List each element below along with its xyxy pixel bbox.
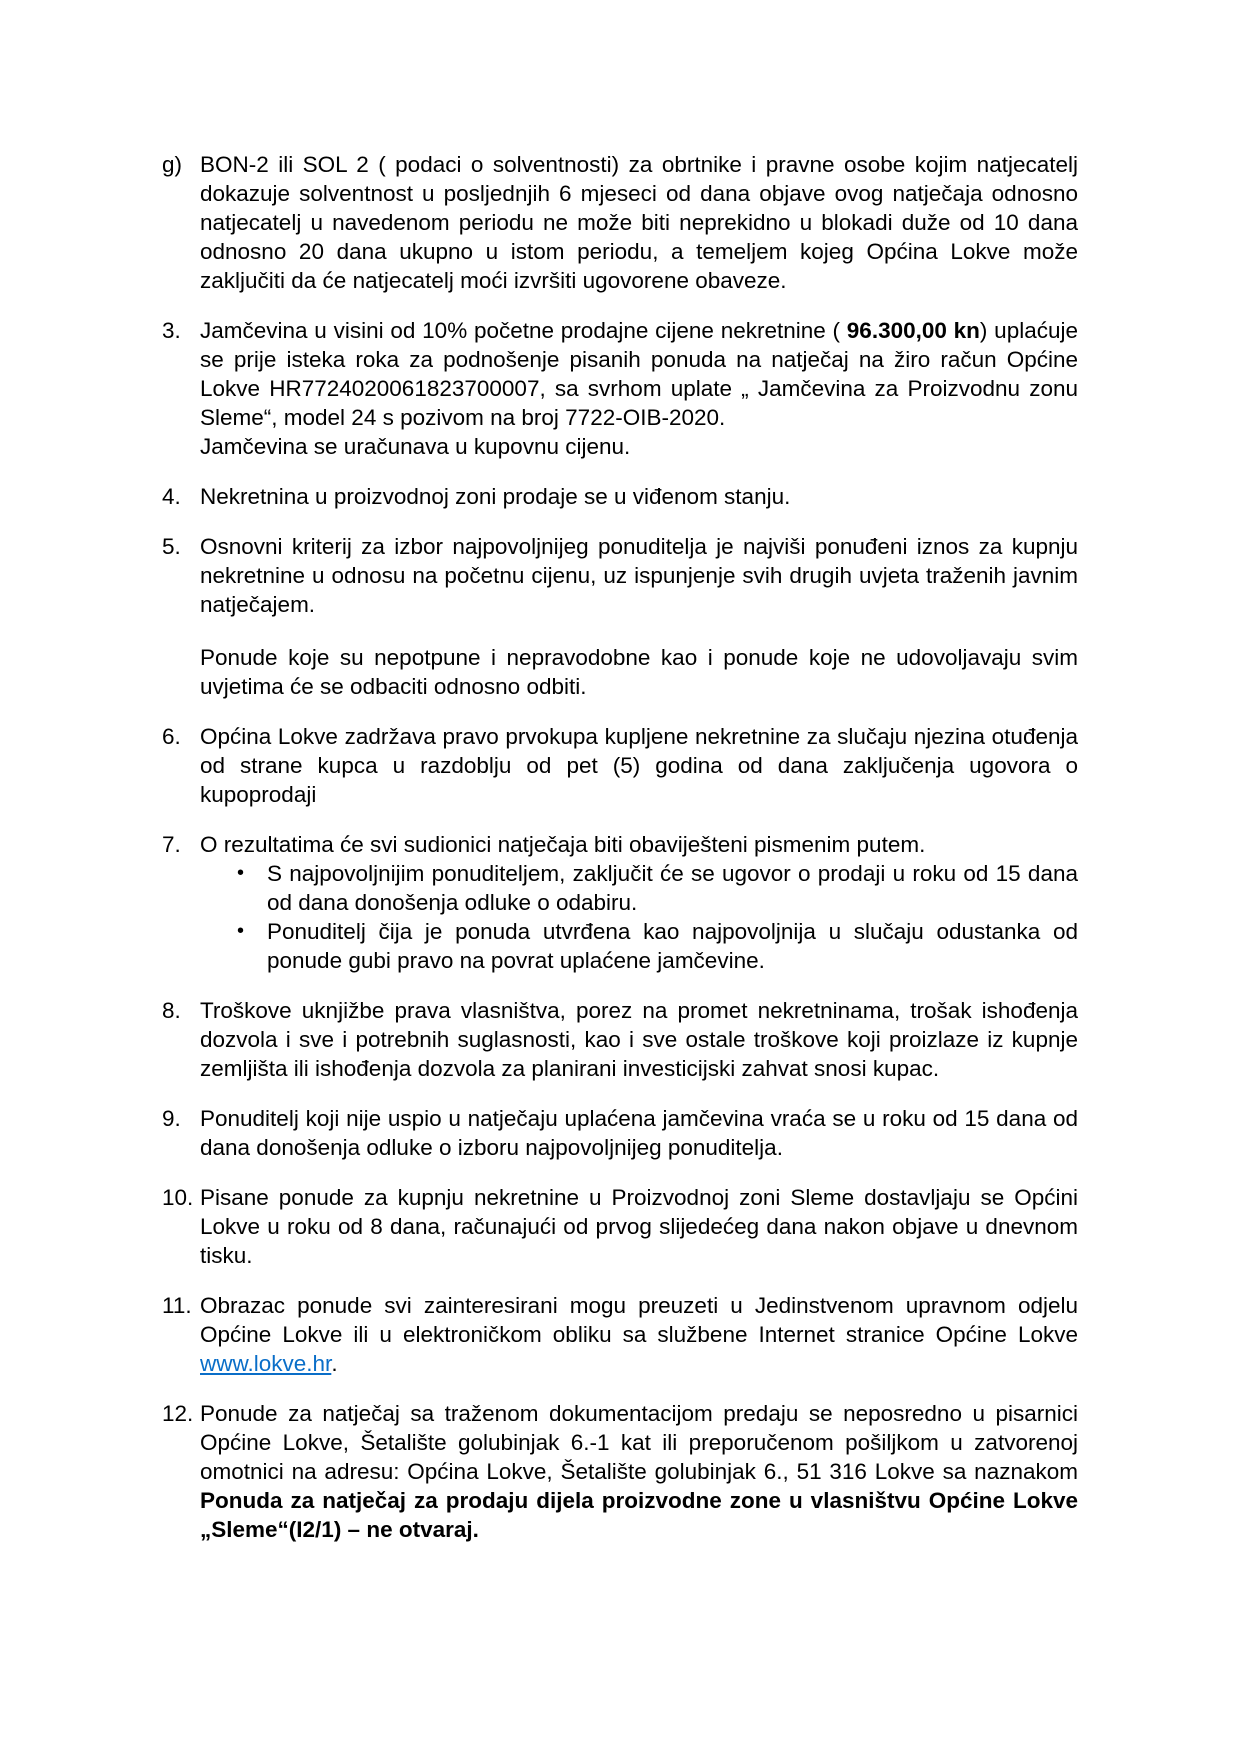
lokve-website-link[interactable]: www.lokve.hr [200, 1351, 332, 1376]
bullet-icon: • [237, 920, 245, 942]
list-item-11 [162, 1291, 1078, 1378]
list-item-marker: 9. [162, 1106, 181, 1131]
item-9-text: Ponuditelj koji nije uspio u natječaju uplaćena jamčevina vraća se u roku od 15 dana od dana donošenja odluke o izboru najpovoljnijeg ponuditelja. [200, 1106, 1078, 1160]
list-item-9 [162, 1104, 1078, 1162]
item-3-text-after-amount: ) uplaćuje se prije isteka roka za podnošenje pisanih ponuda na natječaj na žiro račun Općine Lokve HR7724020061823700007, sa svrhom uplate „ Jamčevina za Proizvodnu zonu Sleme“, model 24 s pozivom na broj 7722-OIB-2020. [200, 318, 1078, 430]
list-item-marker: 6. [162, 724, 181, 749]
list-item-marker: 7. [162, 832, 181, 857]
item-12-text: Ponude za natječaj sa traženom dokumentacijom predaju se neposredno u pisarnici Općine Lokve, Šetalište golubinjak 6.-1 kat ili preporučenom pošiljkom u zatvorenoj omotnici na adresu: Općina Lokve, Šetalište golubinjak 6., 51 316 Lokve sa naznakom [200, 1401, 1078, 1484]
list-item-marker: 10. [162, 1185, 194, 1210]
list-item-10 [162, 1183, 1078, 1270]
list-item-8 [162, 996, 1078, 1083]
list-item-4 [162, 482, 1078, 511]
list-item-7 [162, 830, 1078, 975]
item-g-text: BON-2 ili SOL 2 ( podaci o solventnosti) za obrtnike i pravne osobe kojim natjecatelj dokazuje solventnost u posljednjih 6 mjeseci od dana objave ovog natječaja odnosno natjecatelj u navedenom periodu ne može biti neprekidno u blokadi duže od 10 dana odnosno 20 dana ukupno u istom periodu, a temeljem kojeg Općina Lokve može zaključiti da će natjecatelj moći izvršiti ugovorene obaveze. [200, 152, 1078, 293]
document-body [162, 150, 1078, 1565]
item-3-text-before-amount: Jamčevina u visini od 10% početne prodajne cijene nekretnine ( [200, 318, 847, 343]
item-11-text-before-link: Obrazac ponude svi zainteresirani mogu preuzeti u Jedinstvenom upravnom odjelu Općine Lokve ili u elektroničkom obliku sa službene Internet stranice Općine Lokve [200, 1293, 1078, 1347]
item-3-second-line: Jamčevina se uračunava u kupovnu cijenu. [200, 434, 631, 459]
list-item-marker: 3. [162, 318, 181, 343]
list-item-marker: 5. [162, 534, 181, 559]
deposit-amount: 96.300,00 kn [846, 318, 980, 343]
list-item-marker: 12. [162, 1401, 194, 1426]
list-item-marker: g) [162, 152, 183, 177]
list-item-marker: 4. [162, 484, 181, 509]
item-6-text: Općina Lokve zadržava pravo prvokupa kupljene nekretnine za slučaju njezina otuđenja od strane kupca u razdoblju od pet (5) godina od dana zaključenja ugovora o kupoprodaji [200, 724, 1078, 807]
list-item-marker: 8. [162, 998, 181, 1023]
list-item-5 [162, 532, 1078, 619]
item-11-text-after-link: . [331, 1351, 338, 1376]
item-7-text: O rezultatima će svi sudionici natječaja biti obaviješteni pismenim putem. [200, 832, 926, 857]
rejection-paragraph-text: Ponude koje su nepotpune i nepravodobne kao i ponude koje ne udovoljavaju svim uvjetima će se odbaciti odnosno odbiti. [200, 645, 1078, 699]
bullet-icon: • [237, 862, 245, 884]
rejection-paragraph [200, 643, 1078, 701]
bullet-2-text: Ponuditelj čija je ponuda utvrđena kao najpovoljnija u slučaju odustanka od ponude gubi pravo na povrat uplaćene jamčevine. [267, 919, 1078, 973]
item-7-bullet-list [200, 859, 1078, 975]
item-12-bold-notice: Ponuda za natječaj za prodaju dijela proizvodne zone u vlasništvu Općine Lokve „Sleme“(I2/1) – ne otvaraj. [200, 1488, 1078, 1542]
list-item-3 [162, 316, 1078, 461]
bullet-item [200, 917, 1078, 975]
item-5-text: Osnovni kriterij za izbor najpovoljnijeg ponuditelja je najviši ponuđeni iznos za kupnju nekretnine u odnosu na početnu cijenu, uz ispunjenje svih drugih uvjeta traženih javnim natječajem. [200, 534, 1078, 617]
item-8-text: Troškove uknjižbe prava vlasništva, porez na promet nekretninama, trošak ishođenja dozvola i sve i potrebnih suglasnosti, kao i sve ostale troškove koji proizlaze iz kupnje zemljišta ili ishođenja dozvola za planirani investicijski zahvat snosi kupac. [200, 998, 1078, 1081]
item-4-text: Nekretnina u proizvodnoj zoni prodaje se u viđenom stanju. [200, 484, 791, 509]
list-item-marker: 11. [162, 1293, 192, 1318]
bullet-1-text: S najpovoljnijim ponuditeljem, zaključit će se ugovor o prodaji u roku od 15 dana od dana donošenja odluke o odabiru. [267, 861, 1078, 915]
list-item-6 [162, 722, 1078, 809]
bullet-item [200, 859, 1078, 917]
item-10-text: Pisane ponude za kupnju nekretnine u Proizvodnoj zoni Sleme dostavljaju se Općini Lokve u roku od 8 dana, računajući od prvog slijedećeg dana nakon objave u dnevnom tisku. [200, 1185, 1078, 1268]
list-item-12 [162, 1399, 1078, 1544]
list-item-g [162, 150, 1078, 295]
